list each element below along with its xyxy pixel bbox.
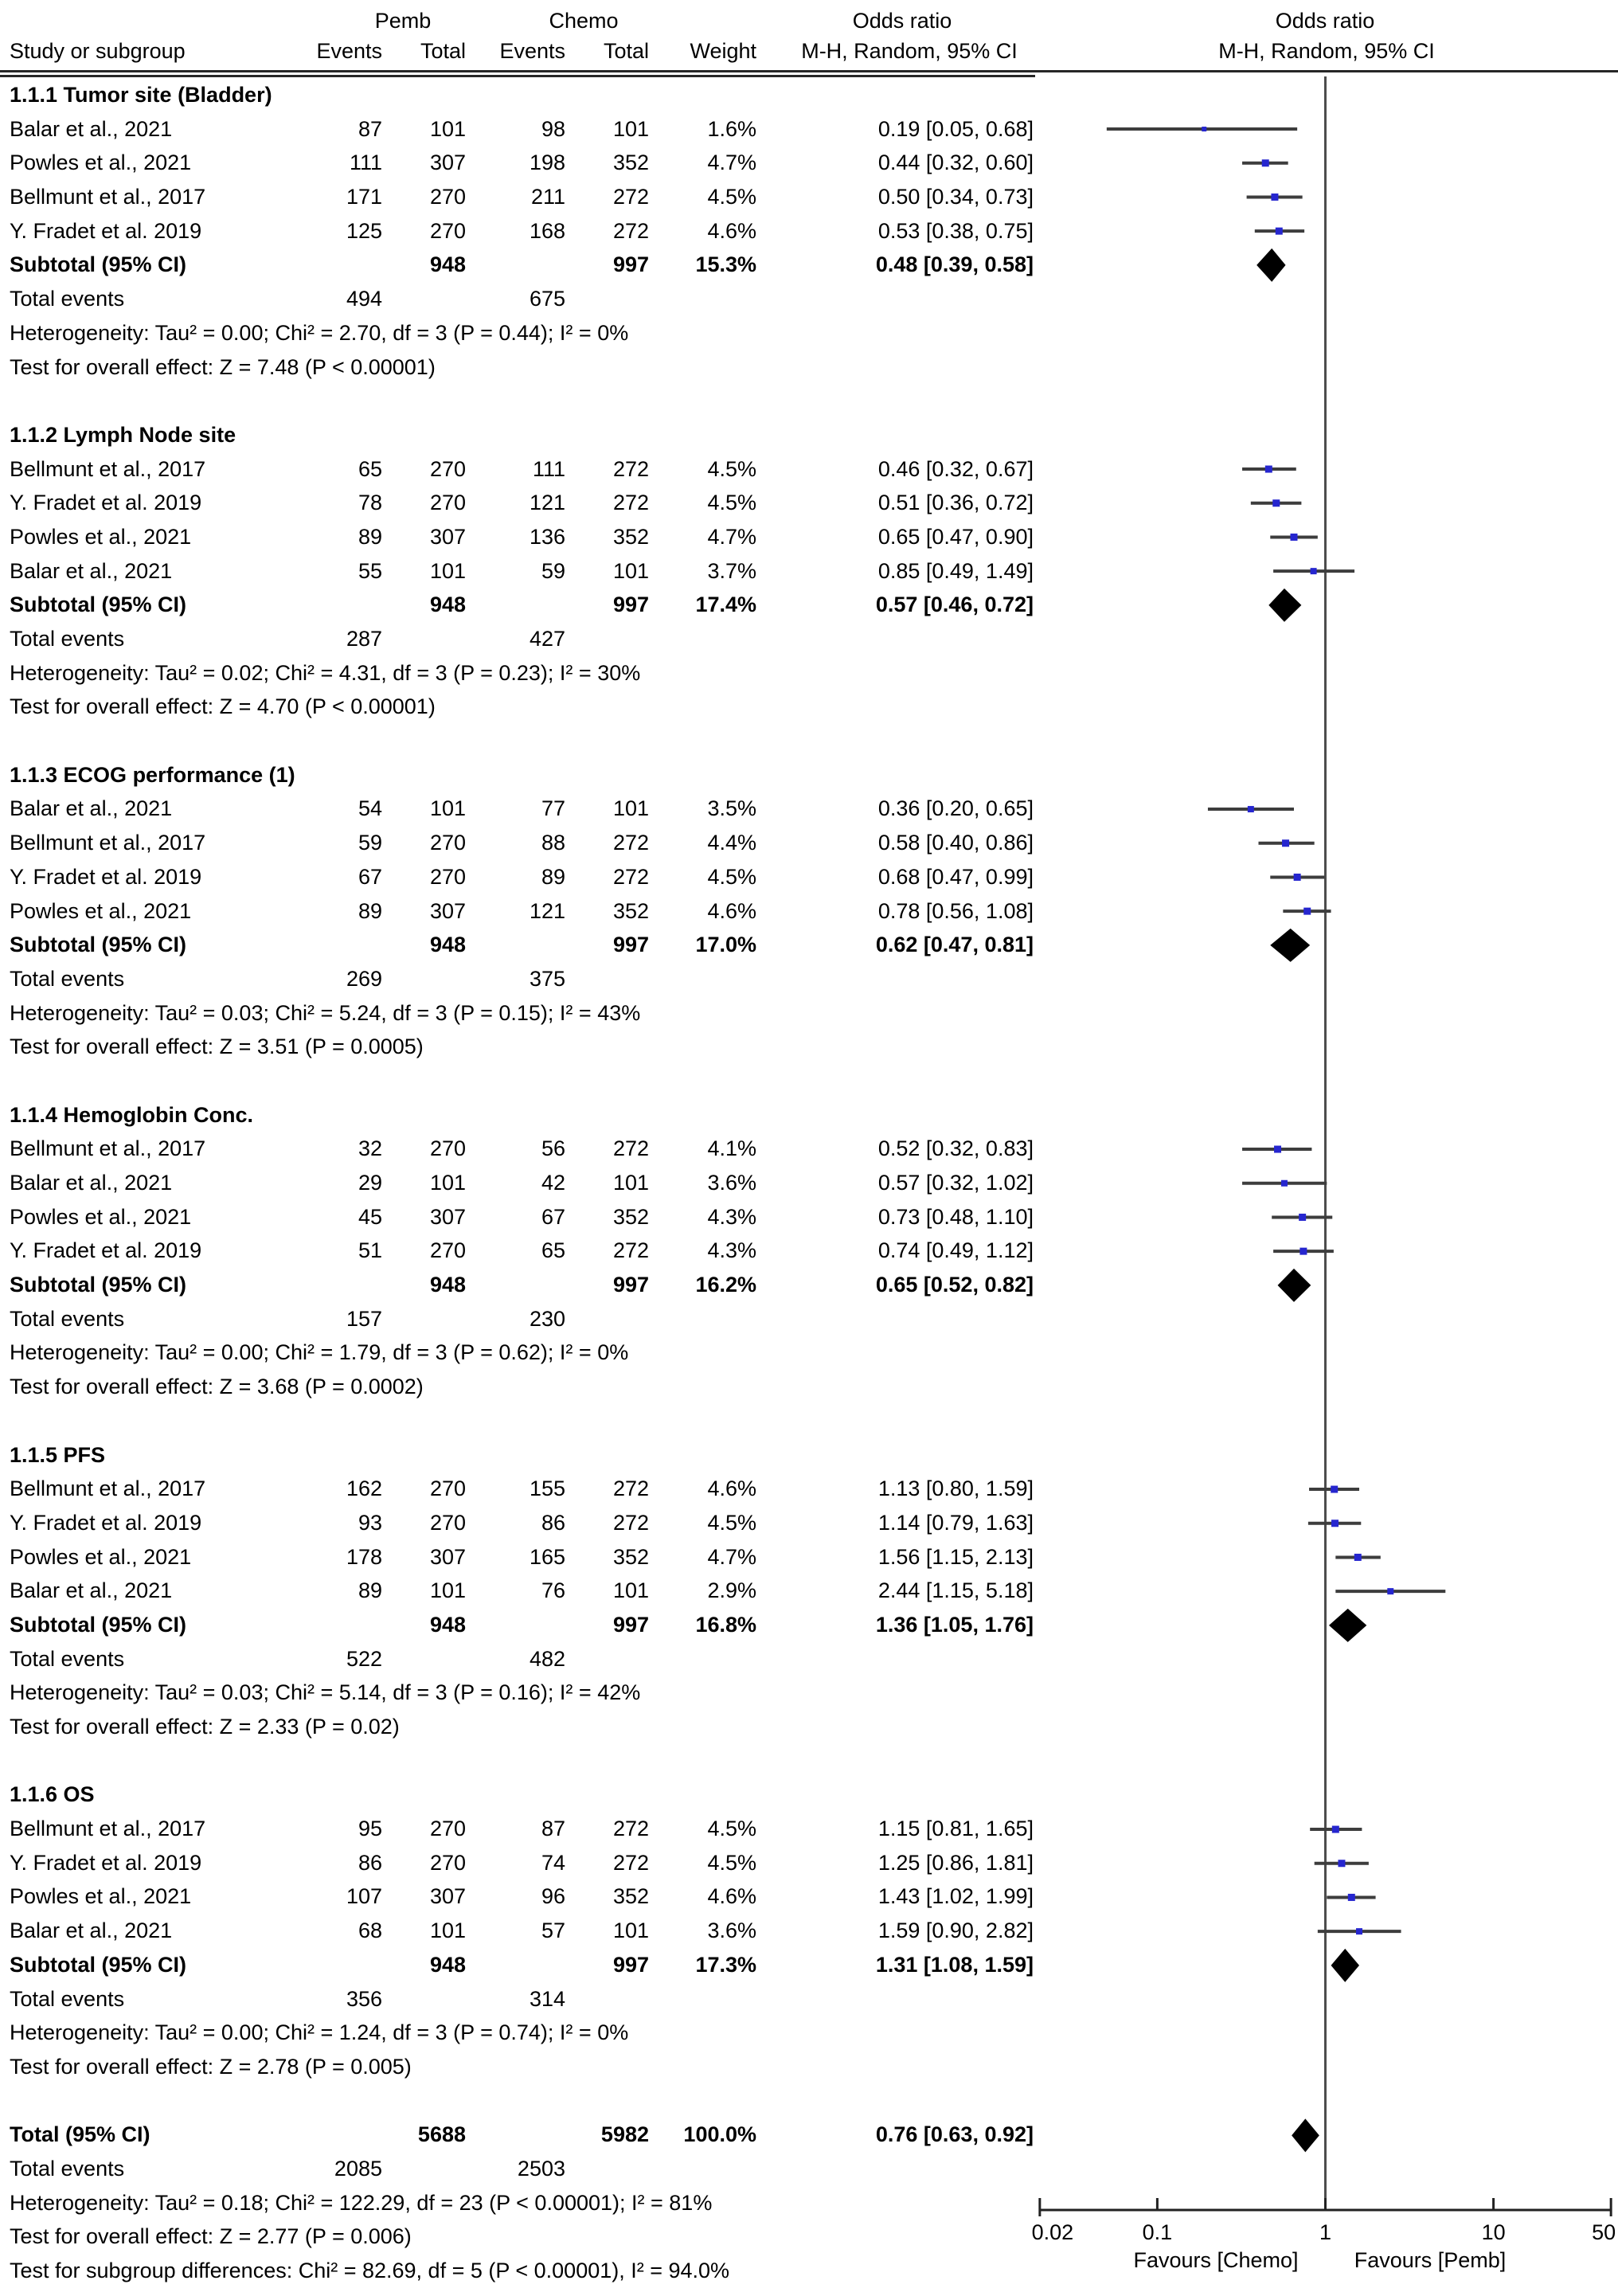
pemb-events-value: 162 — [346, 1477, 382, 1501]
chemo-total-value: 272 — [612, 185, 649, 209]
weight-value: 4.5% — [707, 1817, 756, 1841]
chemo-total-value: 352 — [612, 1884, 649, 1909]
or-ci-value: 0.58 [0.40, 0.86] — [877, 831, 1034, 855]
pemb-events-value: 67 — [358, 864, 382, 889]
weight-value: 15.3% — [695, 252, 756, 277]
chemo-events-value: 89 — [541, 864, 565, 889]
chemo-events-value: 111 — [532, 456, 565, 481]
weight-value: 3.6% — [707, 1919, 756, 1943]
effect-square — [1348, 1894, 1355, 1901]
total-events-label: Total events — [10, 1646, 125, 1671]
weight-value: 4.1% — [707, 1136, 756, 1161]
subtotal-label: Subtotal (95% CI) — [10, 933, 187, 957]
chemo-total-value: 272 — [612, 1510, 649, 1535]
effect-square — [1282, 839, 1289, 847]
or-ci-value: 0.65 [0.47, 0.90] — [877, 524, 1034, 549]
total-events-label: Total events — [10, 627, 125, 651]
or-ci-value: 0.36 [0.20, 0.65] — [877, 796, 1034, 821]
subgroup-title: 1.1.1 Tumor site (Bladder) — [10, 83, 272, 107]
effect-square — [1354, 1554, 1362, 1561]
weight-value: 3.7% — [707, 558, 756, 583]
total-events-label: Total events — [10, 1986, 125, 2011]
chemo-group-header: Chemo — [549, 9, 619, 33]
or-ci-value: 1.13 [0.80, 1.59] — [877, 1477, 1034, 1501]
or-ci-value: 2.44 [1.15, 5.18] — [877, 1578, 1034, 1603]
heterogeneity-text: Heterogeneity: Tau² = 0.00; Chi² = 2.70, df = 3 (P = 0.44); I² = 0% — [10, 320, 629, 345]
weight-column-header: Weight — [690, 39, 756, 63]
weight-value: 4.3% — [707, 1238, 756, 1263]
pemb-total-value: 948 — [429, 1952, 466, 1977]
pemb-total-value: 307 — [429, 151, 466, 175]
pemb-total-value: 307 — [429, 1544, 466, 1569]
chemo-total-value: 272 — [612, 218, 649, 243]
pemb-events-value: 55 — [358, 558, 382, 583]
or-ci-value: 0.19 [0.05, 0.68] — [877, 116, 1034, 141]
weight-value: 4.4% — [707, 831, 756, 855]
weight-value: 17.3% — [695, 1952, 756, 1977]
pemb-events-value: 125 — [346, 218, 382, 243]
pemb-events-value: 95 — [358, 1817, 382, 1841]
effect-square — [1311, 568, 1317, 574]
header-rule-bottom — [0, 75, 1035, 77]
or-ci-value: 0.52 [0.32, 0.83] — [877, 1136, 1034, 1161]
effect-square — [1202, 127, 1206, 131]
study-label: Bellmunt et al., 2017 — [10, 456, 206, 481]
weight-value: 3.5% — [707, 796, 756, 821]
heterogeneity-text: Heterogeneity: Tau² = 0.03; Chi² = 5.24, df = 3 (P = 0.15); I² = 43% — [10, 1000, 641, 1025]
or-ci-value: 1.15 [0.81, 1.65] — [877, 1817, 1034, 1841]
study-label: Bellmunt et al., 2017 — [10, 185, 206, 209]
pemb-events-value: 59 — [358, 831, 382, 855]
mh-ci-plot-column-header: M-H, Random, 95% CI — [1218, 39, 1435, 63]
effect-square — [1331, 1520, 1339, 1527]
chemo-total-value: 272 — [612, 864, 649, 889]
or-ci-value: 1.14 [0.79, 1.63] — [877, 1510, 1034, 1535]
subgroup-title: 1.1.3 ECOG performance (1) — [10, 762, 295, 787]
chemo-total-value: 272 — [612, 491, 649, 515]
effect-square — [1294, 874, 1301, 881]
effect-square — [1271, 194, 1278, 201]
effect-square — [1332, 1826, 1339, 1833]
favours-right-label: Favours [Pemb] — [1354, 2248, 1507, 2272]
weight-value: 4.5% — [707, 1510, 756, 1535]
weight-value: 17.4% — [695, 593, 756, 617]
pemb-total-value: 948 — [429, 1612, 466, 1637]
overall-effect-text: Test for overall effect: Z = 2.78 (P = 0.005) — [10, 2054, 412, 2079]
weight-value: 4.5% — [707, 185, 756, 209]
total-events-label: Total events — [10, 287, 125, 311]
weight-value: 4.6% — [707, 218, 756, 243]
subgroup-differences-text: Test for subgroup differences: Chi² = 82.69, df = 5 (P < 0.00001), I² = 94.0% — [10, 2259, 730, 2282]
pemb-events-value: 32 — [358, 1136, 382, 1161]
pemb-total-value: 270 — [429, 1477, 466, 1501]
chemo-total-value: 272 — [612, 456, 649, 481]
chemo-events-value: 42 — [541, 1171, 565, 1195]
pemb-events-sum: 157 — [346, 1306, 382, 1331]
pooled-diamond — [1268, 589, 1301, 622]
chemo-events-value: 121 — [529, 898, 565, 923]
or-ci-value: 0.46 [0.32, 0.67] — [877, 456, 1034, 481]
study-label: Y. Fradet et al. 2019 — [10, 218, 202, 243]
study-label: Balar et al., 2021 — [10, 1578, 173, 1603]
or-ci-value: 1.56 [1.15, 2.13] — [877, 1544, 1034, 1569]
total-events-label: Total events — [10, 1306, 125, 1331]
pemb-total-value: 948 — [429, 933, 466, 957]
effect-square — [1338, 1860, 1345, 1867]
chemo-events-value: 165 — [529, 1544, 565, 1569]
pemb-total-value: 948 — [429, 1273, 466, 1297]
heterogeneity-text: Heterogeneity: Tau² = 0.02; Chi² = 4.31, df = 3 (P = 0.23); I² = 30% — [10, 660, 641, 685]
effect-square — [1281, 1180, 1288, 1187]
study-label: Bellmunt et al., 2017 — [10, 1477, 206, 1501]
chemo-events-value: 121 — [529, 491, 565, 515]
x-axis-tick-label: 1 — [1319, 2220, 1332, 2244]
study-label: Y. Fradet et al. 2019 — [10, 864, 202, 889]
pemb-total-value: 948 — [429, 593, 466, 617]
chemo-events-value: 87 — [541, 1817, 565, 1841]
pemb-total-value: 101 — [429, 1919, 466, 1943]
weight-value: 4.3% — [707, 1204, 756, 1229]
chemo-total-value: 352 — [612, 1204, 649, 1229]
study-column-header: Study or subgroup — [10, 39, 186, 63]
pemb-events-value: 111 — [349, 151, 382, 175]
x-axis-tick-label: 10 — [1481, 2220, 1506, 2244]
subgroup-title: 1.1.5 PFS — [10, 1442, 106, 1467]
or-ci-value: 0.62 [0.47, 0.81] — [875, 933, 1034, 957]
subgroup-title: 1.1.2 Lymph Node site — [10, 422, 236, 447]
or-ci-value: 1.31 [1.08, 1.59] — [875, 1952, 1034, 1977]
study-label: Powles et al., 2021 — [10, 1544, 192, 1569]
or-ci-value: 0.48 [0.39, 0.58] — [875, 252, 1034, 277]
chemo-events-column-header: Events — [499, 39, 565, 63]
chemo-events-value: 96 — [541, 1884, 565, 1909]
weight-value: 2.9% — [707, 1578, 756, 1603]
pooled-diamond — [1270, 929, 1310, 962]
pemb-events-value: 78 — [358, 491, 382, 515]
chemo-total-value: 101 — [612, 1578, 649, 1603]
pemb-total-value: 270 — [429, 185, 466, 209]
pemb-total-value: 270 — [429, 864, 466, 889]
weight-value: 17.0% — [695, 933, 756, 957]
chemo-events-value: 74 — [541, 1850, 565, 1875]
x-axis-tick-label: 50 — [1592, 2220, 1616, 2244]
or-ci-value: 0.74 [0.49, 1.12] — [877, 1238, 1034, 1263]
chemo-events-sum: 427 — [529, 627, 565, 651]
chemo-total-column-header: Total — [603, 39, 649, 63]
chemo-total-value: 5982 — [600, 2122, 649, 2147]
pemb-events-value: 107 — [346, 1884, 382, 1909]
weight-value: 4.5% — [707, 491, 756, 515]
chemo-total-value: 101 — [612, 558, 649, 583]
pemb-total-value: 101 — [429, 796, 466, 821]
weight-value: 4.5% — [707, 864, 756, 889]
study-label: Y. Fradet et al. 2019 — [10, 1238, 202, 1263]
study-label: Balar et al., 2021 — [10, 796, 173, 821]
or-ci-value: 0.57 [0.46, 0.72] — [875, 593, 1034, 617]
chemo-total-value: 101 — [612, 116, 649, 141]
study-label: Powles et al., 2021 — [10, 1884, 192, 1909]
study-label: Powles et al., 2021 — [10, 1204, 192, 1229]
pemb-events-sum: 2085 — [334, 2156, 382, 2181]
study-label: Y. Fradet et al. 2019 — [10, 1850, 202, 1875]
chemo-events-sum: 230 — [529, 1306, 565, 1331]
weight-value: 100.0% — [683, 2122, 756, 2147]
weight-value: 16.8% — [695, 1612, 756, 1637]
chemo-total-value: 272 — [612, 831, 649, 855]
study-label: Powles et al., 2021 — [10, 524, 192, 549]
chemo-events-value: 67 — [541, 1204, 565, 1229]
overall-effect-text: Test for overall effect: Z = 3.51 (P = 0.0005) — [10, 1035, 424, 1059]
pooled-diamond — [1256, 248, 1285, 282]
pemb-total-value: 101 — [429, 1578, 466, 1603]
pemb-events-value: 65 — [358, 456, 382, 481]
pemb-group-header: Pemb — [374, 9, 432, 33]
study-label: Balar et al., 2021 — [10, 1171, 173, 1195]
pemb-events-sum: 356 — [346, 1986, 382, 2011]
chemo-events-value: 155 — [529, 1477, 565, 1501]
weight-value: 4.5% — [707, 1850, 756, 1875]
study-label: Balar et al., 2021 — [10, 116, 173, 141]
subgroup-title: 1.1.4 Hemoglobin Conc. — [10, 1102, 254, 1127]
subgroup-title: 1.1.6 OS — [10, 1782, 95, 1807]
pemb-total-value: 307 — [429, 1884, 466, 1909]
effect-square — [1331, 1486, 1338, 1493]
chemo-total-value: 997 — [612, 1612, 649, 1637]
chemo-total-value: 997 — [612, 252, 649, 277]
chemo-events-value: 211 — [530, 185, 565, 209]
chemo-events-value: 76 — [541, 1578, 565, 1603]
chemo-total-value: 997 — [612, 1952, 649, 1977]
study-label: Bellmunt et al., 2017 — [10, 1136, 206, 1161]
or-ci-value: 1.43 [1.02, 1.99] — [877, 1884, 1034, 1909]
overall-effect-text: Test for overall effect: Z = 7.48 (P < 0.00001) — [10, 354, 436, 379]
weight-value: 4.7% — [707, 151, 756, 175]
x-axis-tick-label: 0.02 — [1031, 2220, 1074, 2244]
or-ci-value: 0.76 [0.63, 0.92] — [875, 2122, 1034, 2147]
chemo-total-value: 272 — [612, 1817, 649, 1841]
odds-ratio-text-title: Odds ratio — [852, 9, 952, 33]
weight-value: 1.6% — [707, 116, 756, 141]
pemb-total-value: 948 — [429, 252, 466, 277]
chemo-events-value: 57 — [541, 1919, 565, 1943]
or-ci-value: 0.73 [0.48, 1.10] — [877, 1204, 1034, 1229]
chemo-total-value: 352 — [612, 524, 649, 549]
pemb-events-column-header: Events — [316, 39, 382, 63]
study-label: Balar et al., 2021 — [10, 1919, 173, 1943]
study-label: Y. Fradet et al. 2019 — [10, 491, 202, 515]
effect-square — [1276, 228, 1283, 235]
pemb-events-value: 89 — [358, 1578, 382, 1603]
pemb-total-value: 270 — [429, 1238, 466, 1263]
pemb-total-value: 101 — [429, 558, 466, 583]
heterogeneity-text: Heterogeneity: Tau² = 0.03; Chi² = 5.14, df = 3 (P = 0.16); I² = 42% — [10, 1680, 641, 1705]
chemo-total-value: 101 — [612, 1171, 649, 1195]
effect-square — [1291, 534, 1298, 541]
pemb-events-value: 171 — [346, 185, 382, 209]
header-rule-top — [0, 70, 1618, 72]
pemb-total-value: 101 — [429, 116, 466, 141]
chemo-total-value: 997 — [612, 933, 649, 957]
weight-value: 16.2% — [695, 1273, 756, 1297]
study-label: Bellmunt et al., 2017 — [10, 831, 206, 855]
chemo-events-value: 59 — [541, 558, 565, 583]
pemb-total-value: 270 — [429, 491, 466, 515]
x-axis-tick-label: 0.1 — [1142, 2220, 1173, 2244]
chemo-total-value: 997 — [612, 1273, 649, 1297]
or-ci-value: 0.78 [0.56, 1.08] — [877, 898, 1034, 923]
weight-value: 4.6% — [707, 1884, 756, 1909]
grand-total-label: Total (95% CI) — [10, 2122, 150, 2147]
mh-ci-column-header: M-H, Random, 95% CI — [801, 39, 1018, 63]
pemb-events-value: 86 — [358, 1850, 382, 1875]
or-ci-value: 1.36 [1.05, 1.76] — [875, 1612, 1034, 1637]
weight-value: 4.5% — [707, 456, 756, 481]
chemo-total-value: 352 — [612, 1544, 649, 1569]
or-ci-value: 0.68 [0.47, 0.99] — [877, 864, 1034, 889]
subtotal-label: Subtotal (95% CI) — [10, 593, 187, 617]
pemb-total-value: 307 — [429, 524, 466, 549]
chemo-events-value: 65 — [541, 1238, 565, 1263]
pemb-total-value: 307 — [429, 898, 466, 923]
chemo-total-value: 997 — [612, 593, 649, 617]
effect-square — [1248, 806, 1254, 812]
or-ci-value: 0.51 [0.36, 0.72] — [877, 491, 1034, 515]
pemb-total-column-header: Total — [420, 39, 466, 63]
effect-square — [1299, 1248, 1307, 1255]
pooled-diamond — [1278, 1269, 1311, 1302]
chemo-total-value: 352 — [612, 898, 649, 923]
pemb-events-sum: 494 — [346, 287, 382, 311]
heterogeneity-text: Heterogeneity: Tau² = 0.18; Chi² = 122.29, df = 23 (P < 0.00001); I² = 81% — [10, 2190, 713, 2215]
pemb-events-sum: 269 — [346, 966, 382, 991]
effect-square — [1303, 908, 1311, 915]
weight-value: 4.6% — [707, 898, 756, 923]
pemb-total-value: 270 — [429, 831, 466, 855]
pemb-total-value: 307 — [429, 1204, 466, 1229]
study-label: Powles et al., 2021 — [10, 898, 192, 923]
pooled-diamond — [1329, 1609, 1366, 1642]
chemo-events-value: 136 — [529, 524, 565, 549]
chemo-events-value: 77 — [541, 796, 565, 821]
pooled-diamond — [1331, 1949, 1359, 1982]
pemb-events-value: 51 — [358, 1238, 382, 1263]
subtotal-label: Subtotal (95% CI) — [10, 1612, 187, 1637]
total-events-label: Total events — [10, 2156, 125, 2181]
chemo-total-value: 272 — [612, 1850, 649, 1875]
total-events-label: Total events — [10, 966, 125, 991]
pemb-events-value: 54 — [358, 796, 382, 821]
or-ci-value: 0.50 [0.34, 0.73] — [877, 185, 1034, 209]
chemo-events-value: 56 — [541, 1136, 565, 1161]
heterogeneity-text: Heterogeneity: Tau² = 0.00; Chi² = 1.24, df = 3 (P = 0.74); I² = 0% — [10, 2020, 629, 2045]
chemo-total-value: 272 — [612, 1238, 649, 1263]
pemb-events-value: 93 — [358, 1510, 382, 1535]
pemb-total-value: 270 — [429, 1510, 466, 1535]
pemb-total-value: 270 — [429, 1817, 466, 1841]
odds-ratio-plot-title: Odds ratio — [1275, 9, 1375, 33]
chemo-events-value: 88 — [541, 831, 565, 855]
effect-square — [1299, 1214, 1306, 1221]
overall-effect-text: Test for overall effect: Z = 2.33 (P = 0.02) — [10, 1715, 400, 1739]
overall-effect-text: Test for overall effect: Z = 3.68 (P = 0.0002) — [10, 1375, 424, 1399]
chemo-events-value: 98 — [541, 116, 565, 141]
or-ci-value: 0.53 [0.38, 0.75] — [877, 218, 1034, 243]
pooled-diamond — [1292, 2118, 1319, 2152]
weight-value: 4.7% — [707, 524, 756, 549]
pemb-total-value: 270 — [429, 1850, 466, 1875]
pemb-events-value: 29 — [358, 1171, 382, 1195]
pemb-total-value: 101 — [429, 1171, 466, 1195]
pemb-events-sum: 522 — [346, 1646, 382, 1671]
weight-value: 4.6% — [707, 1477, 756, 1501]
pemb-events-value: 89 — [358, 898, 382, 923]
favours-left-label: Favours [Chemo] — [1133, 2248, 1299, 2272]
subtotal-label: Subtotal (95% CI) — [10, 252, 187, 277]
study-label: Y. Fradet et al. 2019 — [10, 1510, 202, 1535]
chemo-events-sum: 482 — [529, 1646, 565, 1671]
chemo-total-value: 101 — [612, 796, 649, 821]
effect-square — [1265, 466, 1272, 473]
pemb-events-sum: 287 — [346, 627, 382, 651]
chemo-events-sum: 314 — [529, 1986, 565, 2011]
pemb-total-value: 5688 — [417, 2122, 466, 2147]
chemo-events-value: 198 — [529, 151, 565, 175]
pemb-total-value: 270 — [429, 1136, 466, 1161]
or-ci-value: 1.25 [0.86, 1.81] — [877, 1850, 1034, 1875]
heterogeneity-text: Heterogeneity: Tau² = 0.00; Chi² = 1.79, df = 3 (P = 0.62); I² = 0% — [10, 1340, 629, 1365]
overall-effect-text: Test for overall effect: Z = 4.70 (P < 0.00001) — [10, 694, 436, 719]
chemo-total-value: 272 — [612, 1136, 649, 1161]
overall-effect-text: Test for overall effect: Z = 2.77 (P = 0.006) — [10, 2224, 412, 2249]
or-ci-value: 0.85 [0.49, 1.49] — [877, 558, 1034, 583]
effect-square — [1356, 1928, 1362, 1934]
chemo-total-value: 101 — [612, 1919, 649, 1943]
effect-square — [1272, 499, 1280, 507]
study-label: Balar et al., 2021 — [10, 558, 173, 583]
pemb-total-value: 270 — [429, 218, 466, 243]
chemo-events-sum: 675 — [529, 287, 565, 311]
subtotal-label: Subtotal (95% CI) — [10, 1952, 187, 1977]
or-ci-value: 0.44 [0.32, 0.60] — [877, 151, 1034, 175]
chemo-total-value: 352 — [612, 151, 649, 175]
weight-value: 4.7% — [707, 1544, 756, 1569]
study-label: Powles et al., 2021 — [10, 151, 192, 175]
chemo-events-value: 168 — [529, 218, 565, 243]
effect-square — [1262, 159, 1269, 166]
effect-square — [1274, 1146, 1281, 1153]
chemo-total-value: 272 — [612, 1477, 649, 1501]
pemb-events-value: 68 — [358, 1919, 382, 1943]
or-ci-value: 0.57 [0.32, 1.02] — [877, 1171, 1034, 1195]
chemo-events-value: 86 — [541, 1510, 565, 1535]
pemb-total-value: 270 — [429, 456, 466, 481]
subtotal-label: Subtotal (95% CI) — [10, 1273, 187, 1297]
effect-square — [1387, 1588, 1393, 1594]
or-ci-value: 1.59 [0.90, 2.82] — [877, 1919, 1034, 1943]
or-ci-value: 0.65 [0.52, 0.82] — [875, 1273, 1034, 1297]
pemb-events-value: 45 — [358, 1204, 382, 1229]
pemb-events-value: 178 — [346, 1544, 382, 1569]
chemo-events-sum: 375 — [529, 966, 565, 991]
pemb-events-value: 89 — [358, 524, 382, 549]
pemb-events-value: 87 — [358, 116, 382, 141]
study-label: Bellmunt et al., 2017 — [10, 1817, 206, 1841]
weight-value: 3.6% — [707, 1171, 756, 1195]
chemo-events-sum: 2503 — [517, 2156, 565, 2181]
